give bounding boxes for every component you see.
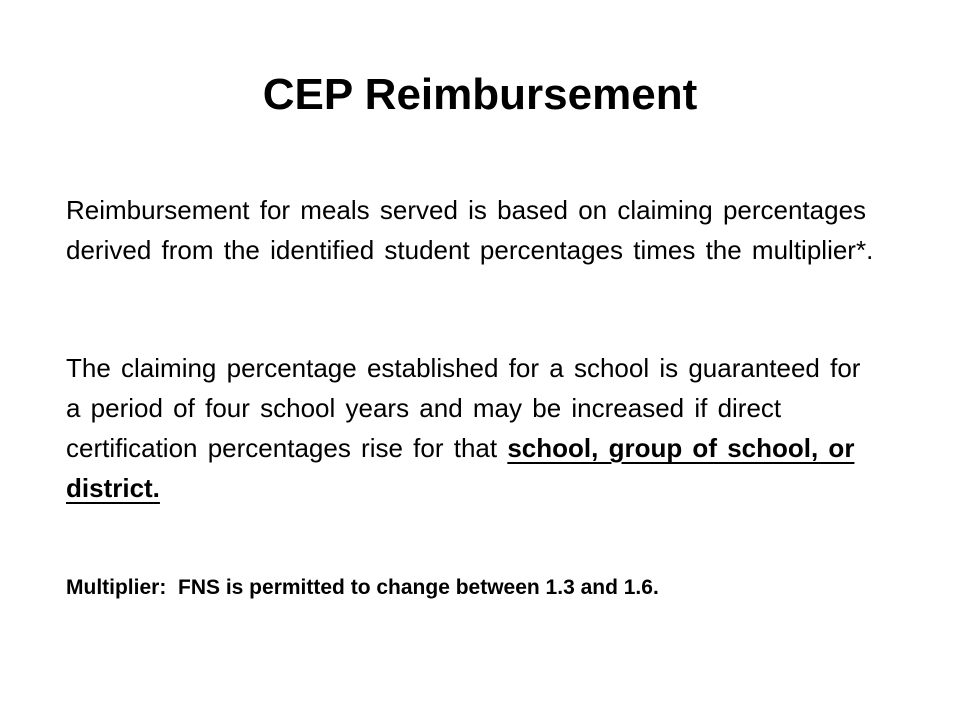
reimbursement-paragraph: Reimbursement for meals served is based on claiming percentages derived from the identified student percentages times the multiplier*.: [66, 195, 874, 265]
multiplier-label: Multiplier:: [66, 576, 167, 599]
multiplier-note: [66, 570, 926, 606]
slide-title: CEP Reimbursement: [262, 70, 698, 119]
multiplier-text: FNS is permitted to change between 1.3 and 1.6.: [178, 576, 659, 599]
claiming-percentage-text: The claiming percentage established for a school is guaranteed for a period of four school years and may be increased if direct certification percentages rise for that: [66, 353, 861, 463]
school-group-district-emphasis: school, group of school, or district.: [66, 433, 855, 503]
claiming-percentage-paragraph: [66, 348, 876, 508]
